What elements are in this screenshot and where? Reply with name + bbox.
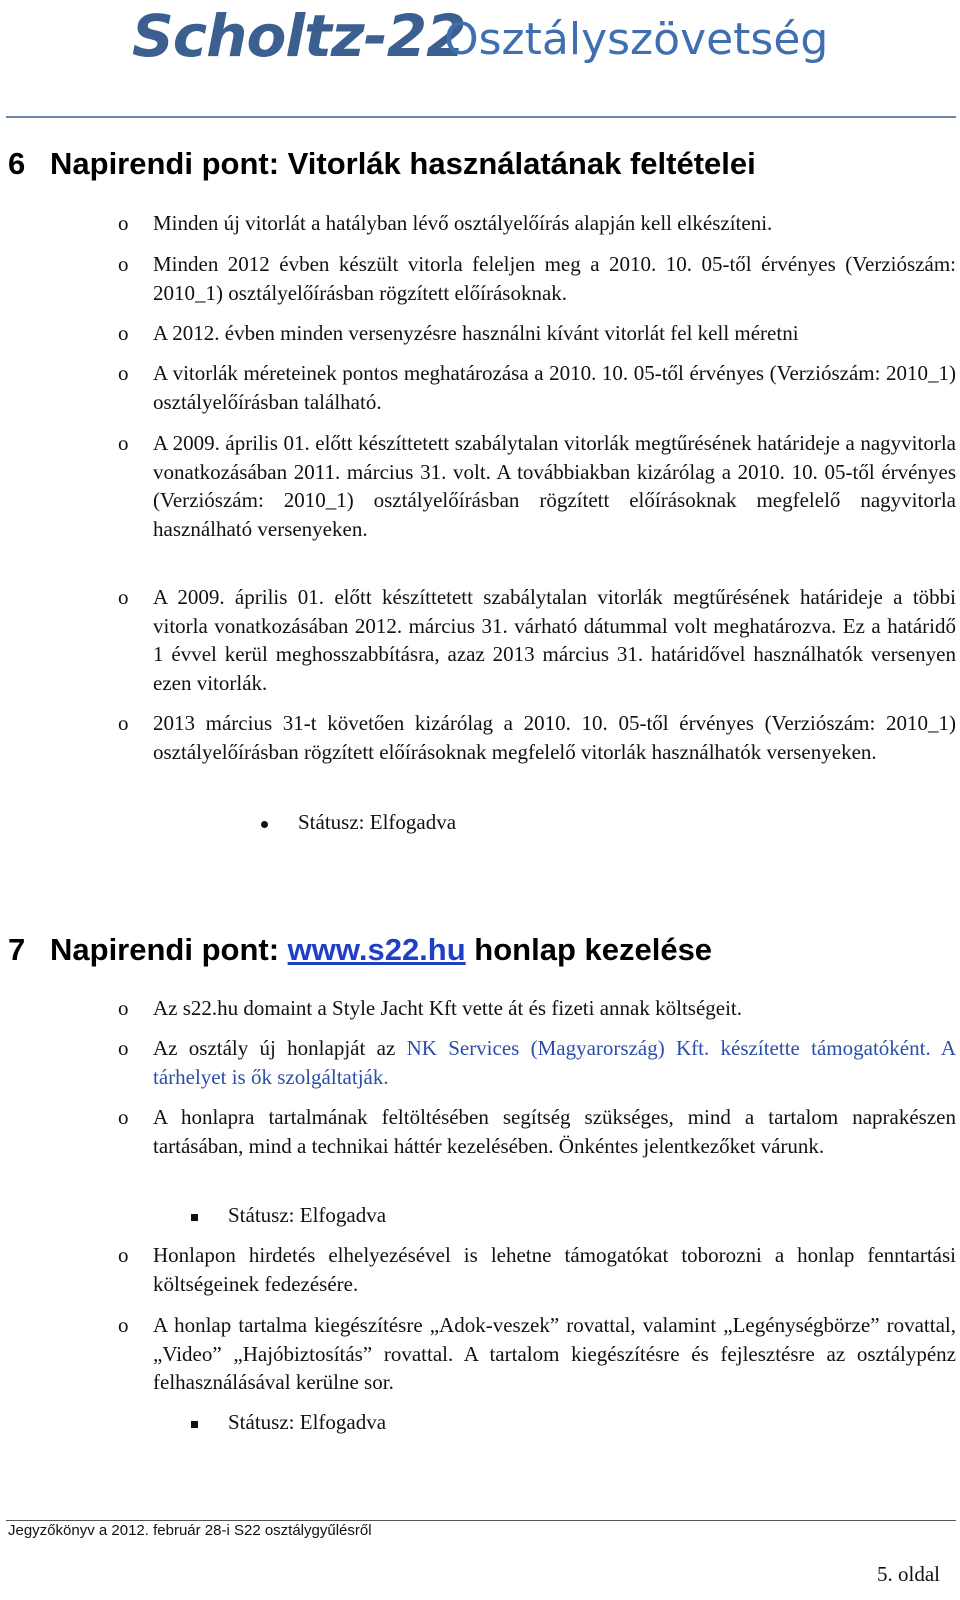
bullet: o <box>118 1036 129 1060</box>
sponsor-text: NK Services (Magyarország) Kft. készítette támogatóként. A tárhelyet is ők szolgáltatják. <box>153 1036 956 1089</box>
section-7-heading <box>8 932 712 968</box>
footer-divider <box>6 1520 956 1521</box>
bullet: o <box>118 996 129 1020</box>
section-title-suffix: honlap kezelése <box>465 932 713 967</box>
list-item-text: A vitorlák méreteinek pontos meghatározása a 2010. 10. 05-től érvényes (Verziószám: 2010_1) osztályelőírásban található. <box>153 361 956 414</box>
section-6-heading <box>8 146 756 182</box>
list-item-text: A 2009. április 01. előtt készíttetett szabálytalan vitorlák megtűrésének határideje a többi vitorla vonatkozásában 2012. március 31. várható dátummal volt meghatározva. Ez a határidő 1 évvel kerül meghosszabbításra, azaz 2013 március 31. határidővel használhatók versenyen ezen vitorlák. <box>153 585 956 695</box>
logo: Scholtz-22 <box>132 2 466 70</box>
list-item-text: A honlapra tartalmának feltöltésében segítség szükséges, mind a tartalom naprakészen tartásában, mind a technikai háttér kezelésében. Önkéntes jelentkezőket várunk. <box>153 1105 956 1158</box>
page-number: 5. oldal <box>877 1562 940 1586</box>
bullet: o <box>118 211 129 235</box>
bullet: o <box>118 252 129 276</box>
section-title: Napirendi pont: Vitorlák használatának feltételei <box>50 146 756 181</box>
bullet: o <box>118 1313 129 1337</box>
bullet: o <box>118 711 129 735</box>
bullet: o <box>118 431 129 455</box>
footer-title: Jegyzőkönyv a 2012. február 28-i S22 osztálygyűlésről <box>8 1522 372 1539</box>
list-item-text-part: Az osztály új honlapját az <box>153 1036 407 1060</box>
bullet-dot-icon <box>261 821 268 828</box>
page-header <box>0 0 960 120</box>
list-item-text: Minden 2012 évben készült vitorla feleljen meg a 2010. 10. 05-től érvényes (Verziószám: 2010_1) osztályelőírásban rögzített előírásoknak. <box>153 252 956 305</box>
list-item-text: Minden új vitorlát a hatályban lévő osztályelőírás alapján kell elkészíteni. <box>153 211 773 235</box>
status-line <box>258 808 456 836</box>
website-link[interactable]: www.s22.hu <box>287 932 466 967</box>
list-item-text: A honlap tartalma kiegészítésre „Adok-veszek” rovattal, valamint „Legénységbörze” rovattal, „Video” „Hajóbiztosítás” rovattal. A tartalom kiegészítésre és fejlesztésre az osztálypénz felhasználásával kerülne sor. <box>153 1313 956 1394</box>
header-divider <box>6 116 956 118</box>
status-text: Státusz: Elfogadva <box>228 1410 387 1434</box>
list-item-text: Az s22.hu domaint a Style Jacht Kft vette át és fizeti annak költségeit. <box>153 996 743 1020</box>
list-item-text: Honlapon hirdetés elhelyezésével is lehetne támogatókat toborozni a honlap fenntartási költségeinek fedezésére. <box>153 1243 956 1296</box>
status-line <box>188 1408 386 1436</box>
section-title-prefix: Napirendi pont: <box>50 932 288 967</box>
bullet: o <box>118 1243 129 1267</box>
list-item-text <box>153 1034 956 1091</box>
status-text: Státusz: Elfogadva <box>298 810 457 834</box>
bullet: o <box>118 361 129 385</box>
bullet: o <box>118 321 129 345</box>
status-line <box>188 1201 386 1229</box>
section-number: 6 <box>8 146 26 181</box>
org-name: Osztályszövetség <box>444 14 829 65</box>
bullet: o <box>118 1105 129 1129</box>
status-text: Státusz: Elfogadva <box>228 1203 387 1227</box>
list-item-text: A 2009. április 01. előtt készíttetett szabálytalan vitorlák megtűrésének határideje a nagyvitorla vonatkozásában 2011. március 31. volt. A továbbiakban kizárólag a 2010. 10. 05-től érvényes (Verziószám: 2010_1) osztályelőírásban rögzített előírásoknak megfelelő nagyvitorla használható versenyeken. <box>153 431 956 541</box>
list-item-text: A 2012. évben minden versenyzésre használni kívánt vitorlát fel kell méretni <box>153 321 799 345</box>
section-number: 7 <box>8 932 26 967</box>
list-item-text: 2013 március 31-t követően kizárólag a 2010. 10. 05-től érvényes (Verziószám: 2010_1) osztályelőírásban rögzített előírásoknak megfelelő vitorlák használhatók versenyeken. <box>153 711 956 764</box>
bullet: o <box>118 585 129 609</box>
bullet-square-icon <box>191 1421 198 1428</box>
bullet-square-icon <box>191 1214 198 1221</box>
